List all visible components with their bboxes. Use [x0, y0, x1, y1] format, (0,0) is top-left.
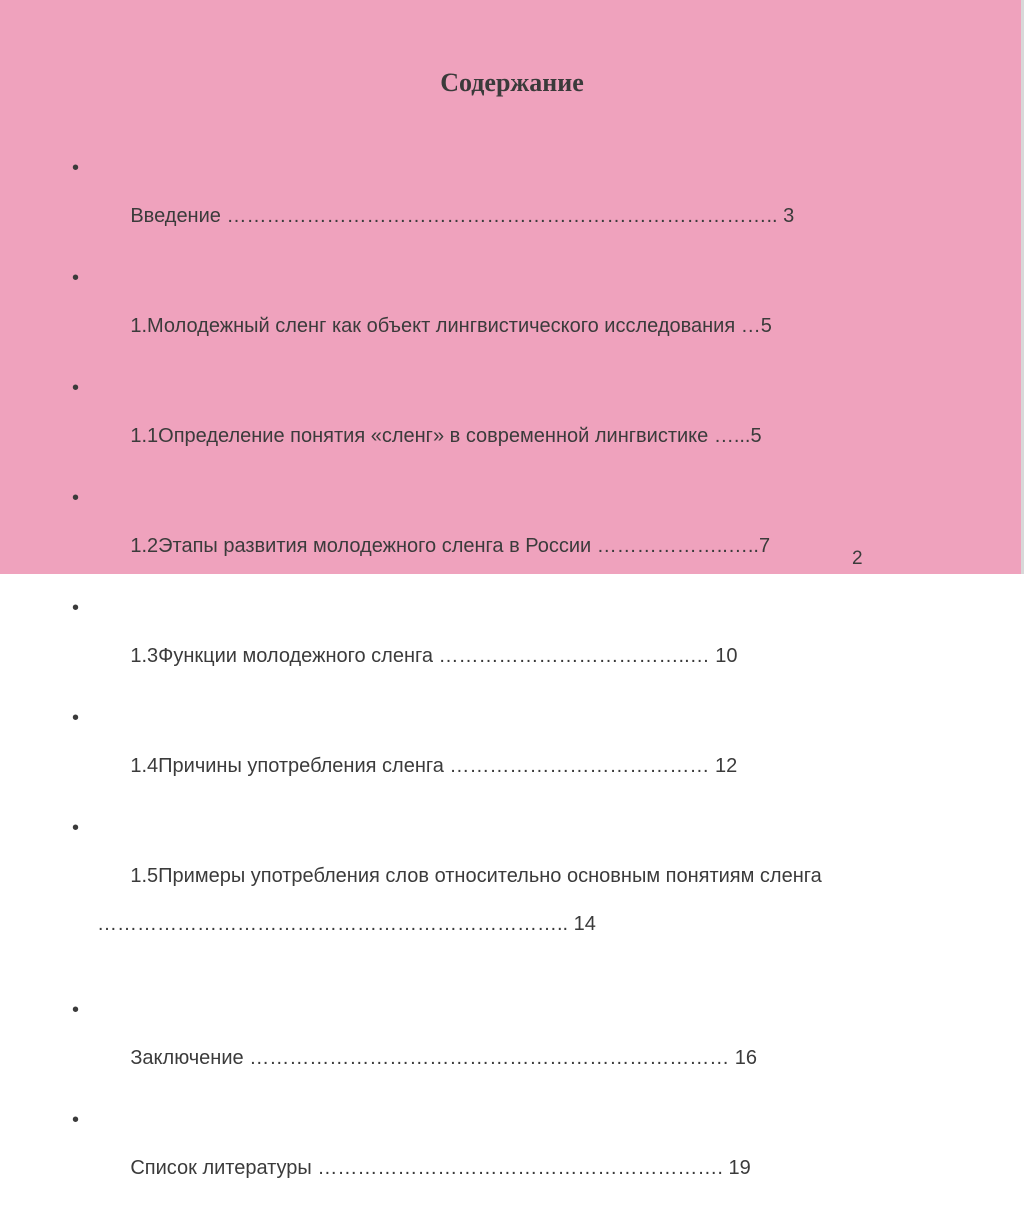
- toc-item-chapter-1: [70, 266, 930, 362]
- bullet-icon: •: [72, 157, 80, 179]
- toc-item-introduction: [70, 156, 930, 252]
- toc-item-section-1-1: [70, 376, 930, 472]
- toc-item-bibliography: [70, 1108, 930, 1204]
- toc-item-section-1-2: [70, 486, 930, 582]
- bullet-icon: •: [72, 267, 80, 289]
- toc-item-text: 1.2Этапы развития молодежного сленга в России ………………..…..7: [130, 535, 771, 557]
- table-of-contents: [70, 156, 930, 1218]
- bullet-icon: •: [72, 1109, 80, 1131]
- toc-item-text: 1.5Примеры употребления слов относительно основным понятиям сленга: [130, 865, 822, 887]
- toc-item-text: Введение ……………………………………………………………………….. 3: [130, 205, 795, 227]
- toc-item-text: Заключение ……………………………………………………………… 16: [130, 1047, 757, 1069]
- bullet-icon: •: [72, 707, 80, 729]
- toc-item-text: 1.Молодежный сленг как объект лингвистического исследования …5: [130, 315, 772, 337]
- slide-title: Содержание: [440, 68, 584, 97]
- bullet-icon: •: [72, 817, 80, 839]
- toc-item-section-1-5: [70, 816, 930, 984]
- toc-item-section-1-4: [70, 706, 930, 802]
- page-number: 2: [852, 548, 863, 569]
- toc-item-section-1-3: [70, 596, 930, 692]
- toc-item-text: Список литературы ……………………………………………………. 19: [130, 1157, 751, 1179]
- toc-item-text: 1.4Причины употребления сленга ………………………………… 12: [130, 755, 738, 777]
- toc-item-text: 1.3Функции молодежного сленга ………………………………..… 10: [130, 645, 738, 667]
- toc-item-conclusion: [70, 998, 930, 1094]
- bullet-icon: •: [72, 999, 80, 1021]
- bullet-icon: •: [72, 377, 80, 399]
- toc-item-text-continuation: …………………………………………………………….. 14: [97, 913, 596, 935]
- toc-item-text: 1.1Определение понятия «сленг» в современной лингвистике …...5: [130, 425, 762, 447]
- bullet-icon: •: [72, 597, 80, 619]
- bullet-icon: •: [72, 487, 80, 509]
